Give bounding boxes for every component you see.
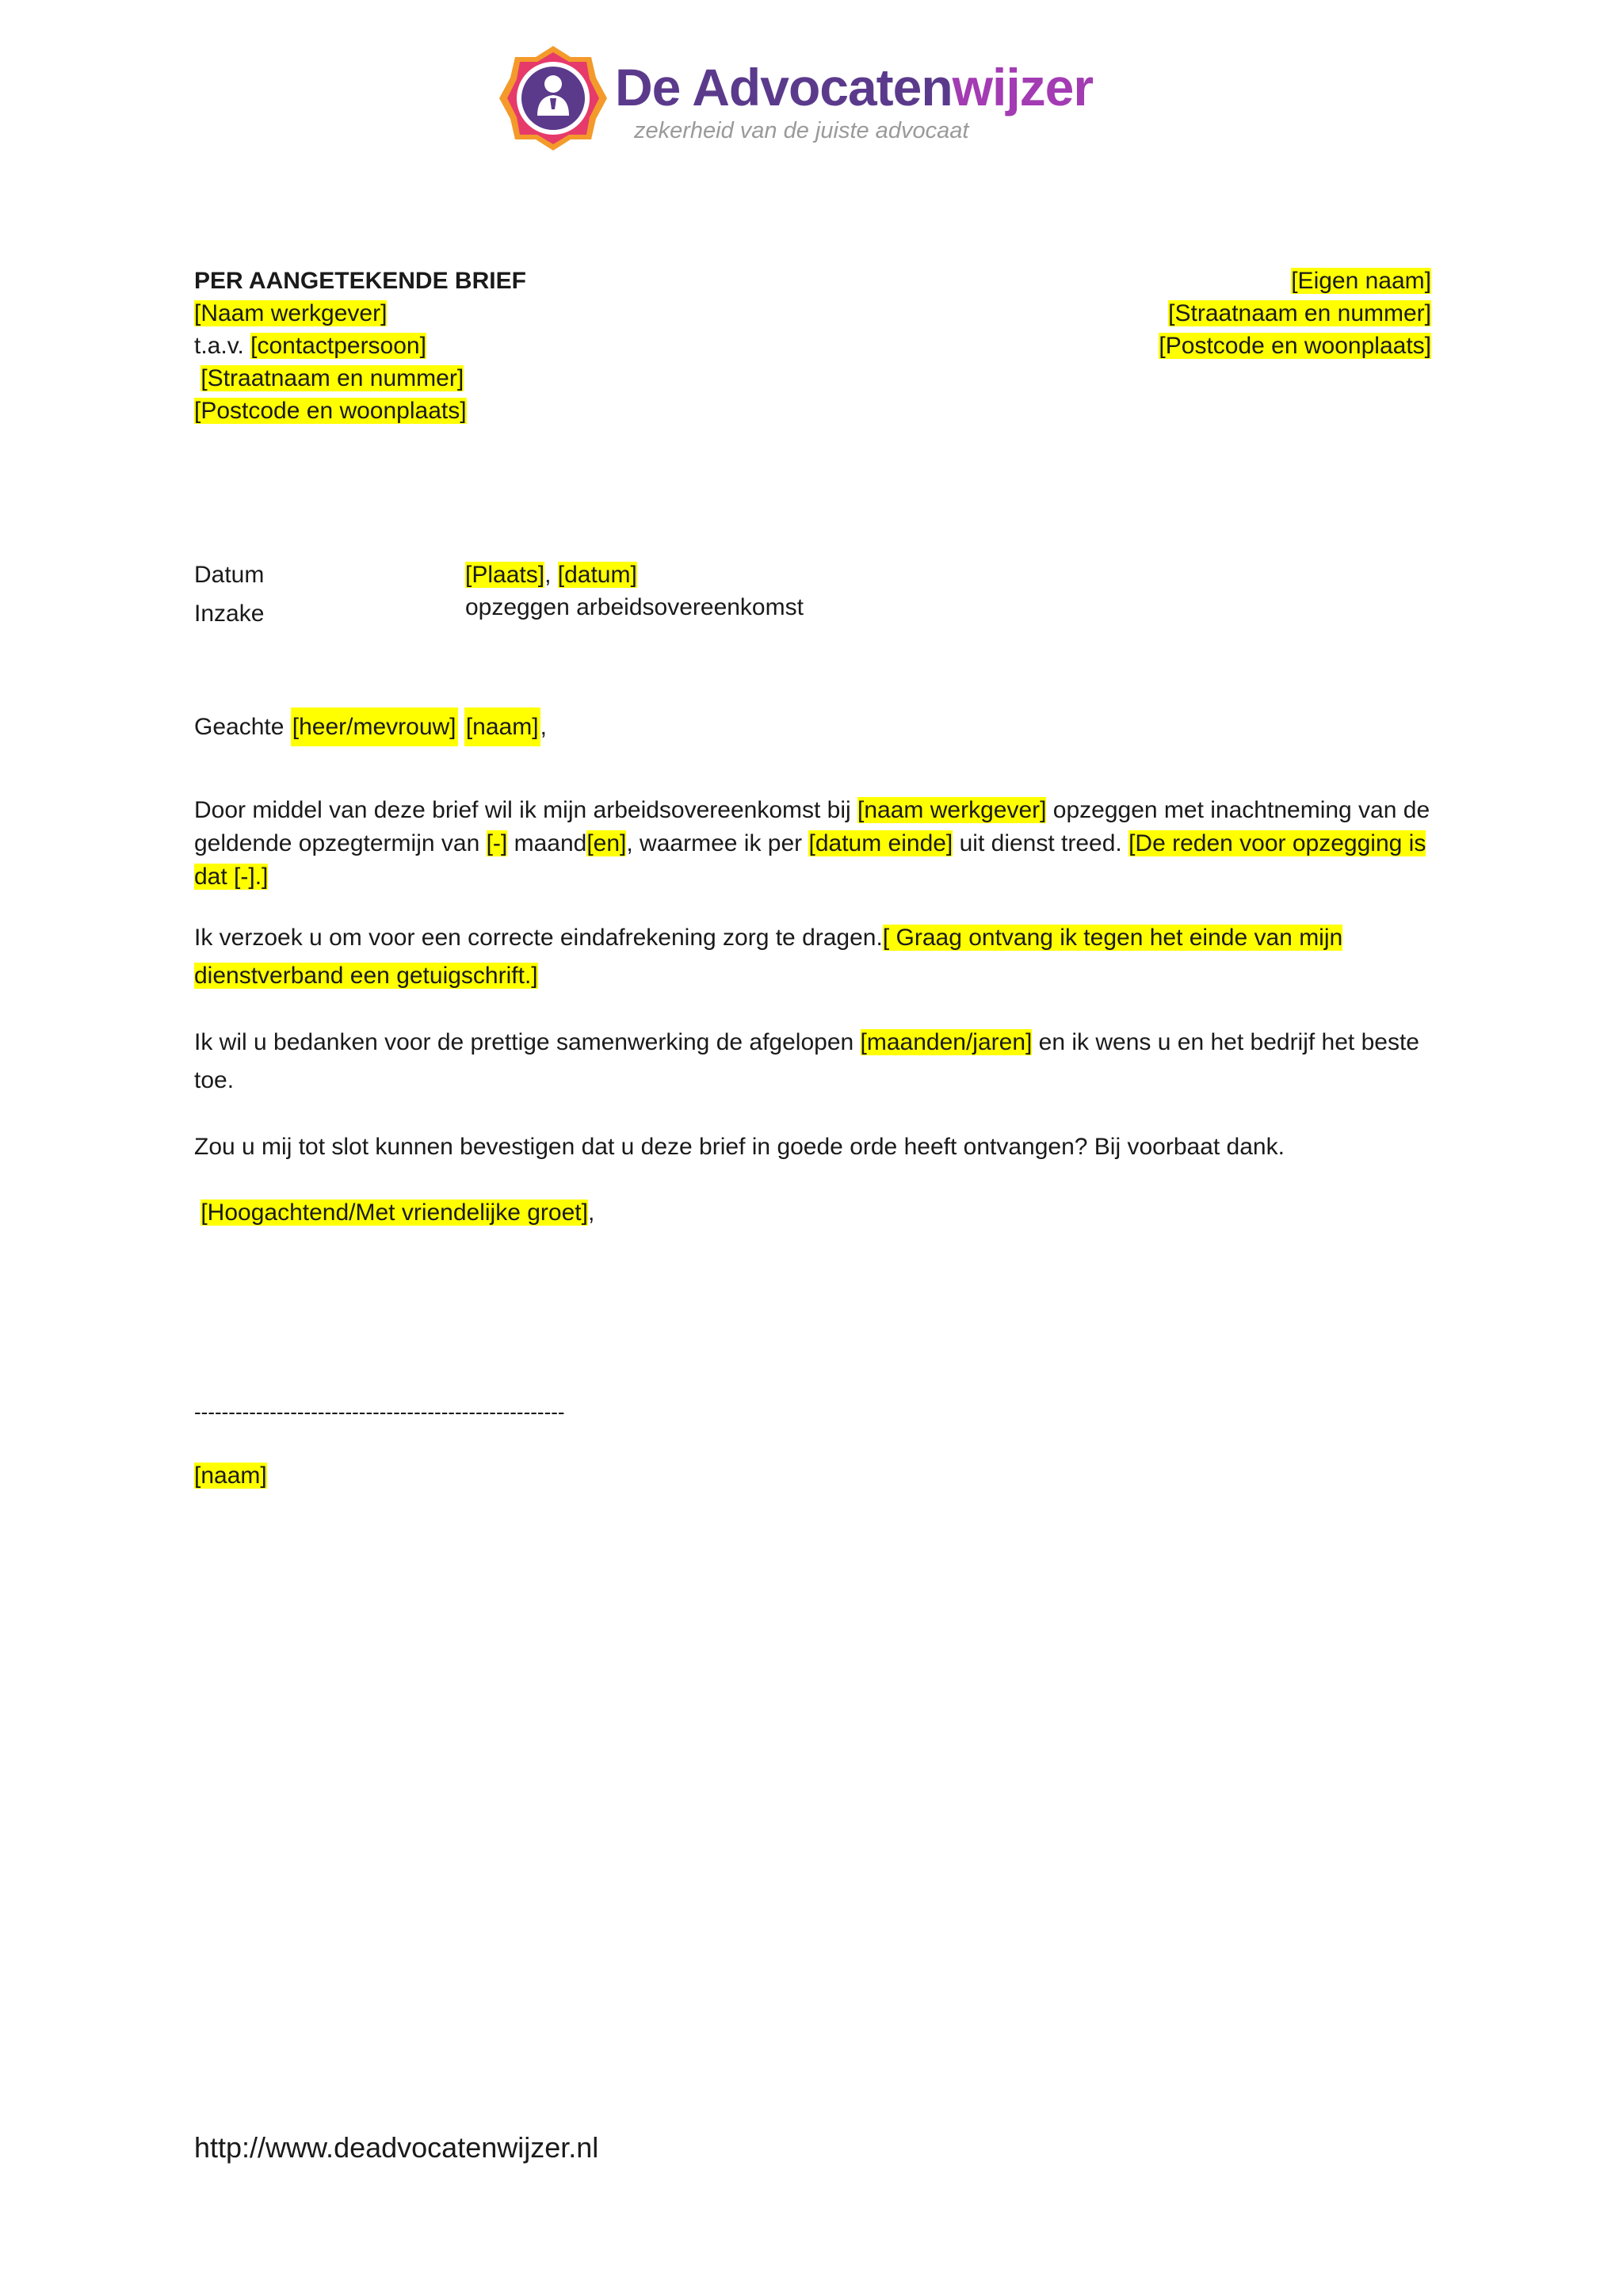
placeholder-signature-name: [naam] [194, 1463, 267, 1489]
logo-emblem-icon [498, 43, 609, 154]
placeholder-place: [Plaats] [465, 562, 545, 588]
p3-text-1: Ik wil u bedanken voor de prettige samenwerking de afgelopen [194, 1029, 861, 1055]
placeholder-contact: [contactpersoon] [250, 333, 426, 359]
paragraph-final-settlement [194, 919, 1434, 995]
p1-text-3: maand [507, 830, 587, 856]
subject-label: Inzake [194, 601, 265, 627]
paragraph-thanks [194, 1024, 1434, 1100]
placeholder-reason: [De reden voor opzegging is dat [-].] [194, 830, 1426, 890]
sender-postcode [1159, 330, 1431, 362]
subject-value: opzeggen arbeidsovereenkomst [465, 594, 804, 620]
closing-suffix: , [587, 1199, 595, 1226]
placeholder-period: [maanden/jaren] [860, 1029, 1033, 1055]
p3-text-2: en ik wens u en het bedrijf het beste toe. [194, 1029, 1419, 1093]
signature-line: ------------------------------------------------------ [194, 1400, 565, 1424]
placeholder-sender-street: [Straatnaam en nummer] [1168, 300, 1431, 326]
date-separator: , [544, 562, 558, 588]
placeholder-employer-name: [naam werkgever] [857, 797, 1047, 823]
salutation-suffix: , [540, 714, 547, 740]
date-value [465, 559, 637, 591]
footer-url[interactable]: http://www.deadvocatenwijzer.nl [194, 2131, 599, 2164]
placeholder-closing: [Hoogachtend/Met vriendelijke groet] [200, 1199, 588, 1226]
placeholder-recipient-street: [Straatnaam en nummer] [200, 365, 464, 391]
recipient-postcode [194, 395, 467, 427]
recipient-employer [194, 297, 387, 330]
recipient-contact [194, 330, 426, 362]
salutation-prefix: Geachte [194, 714, 291, 740]
placeholder-salutation-name: [naam] [464, 707, 540, 746]
placeholder-recipient-postcode: [Postcode en woonplaats] [194, 398, 467, 424]
delivery-method: PER AANGETEKENDE BRIEF [194, 268, 526, 294]
logo-wordmark: De Advocatenwijzer [615, 58, 1094, 116]
placeholder-testimonial: [ Graag ontvang ik tegen het einde van mijn dienstverband een getuigschrift.] [194, 925, 1343, 989]
logo-tagline: zekerheid van de juiste advocaat [634, 118, 969, 143]
paragraph-confirmation: Zou u mij tot slot kunnen bevestigen dat u deze brief in goede orde heeft ontvangen? Bij voorbaat dank. [194, 1134, 1285, 1160]
placeholder-date: [datum] [557, 562, 637, 588]
date-label: Datum [194, 562, 265, 588]
signature-name [194, 1459, 267, 1492]
placeholder-plural: [en] [586, 830, 627, 856]
sender-street [1168, 297, 1431, 330]
sender-name [1291, 265, 1431, 297]
p1-text-5: uit dienst treed. [953, 830, 1129, 856]
recipient-street [194, 362, 464, 395]
p2-text-1: Ik verzoek u om voor een correcte eindafrekening zorg te dragen. [194, 925, 883, 951]
placeholder-title: [heer/mevrouw] [291, 707, 458, 746]
placeholder-employer: [Naam werkgever] [194, 300, 388, 326]
closing [194, 1196, 594, 1229]
placeholder-sender-name: [Eigen naam] [1291, 268, 1431, 294]
p1-text-4: , waarmee ik per [626, 830, 809, 856]
placeholder-end-date: [datum einde] [808, 830, 953, 856]
brand-logo [498, 43, 1132, 154]
salutation [194, 711, 547, 744]
p1-text-2: opzeggen met inachtneming van de geldende opzegtermijn van [194, 797, 1430, 856]
placeholder-sender-postcode: [Postcode en woonplaats] [1159, 333, 1431, 359]
tav-prefix: t.a.v. [194, 333, 251, 359]
placeholder-notice-count: [-] [486, 830, 508, 856]
paragraph-resignation [194, 794, 1434, 894]
p1-text-1: Door middel van deze brief wil ik mijn arbeidsovereenkomst bij [194, 797, 858, 823]
